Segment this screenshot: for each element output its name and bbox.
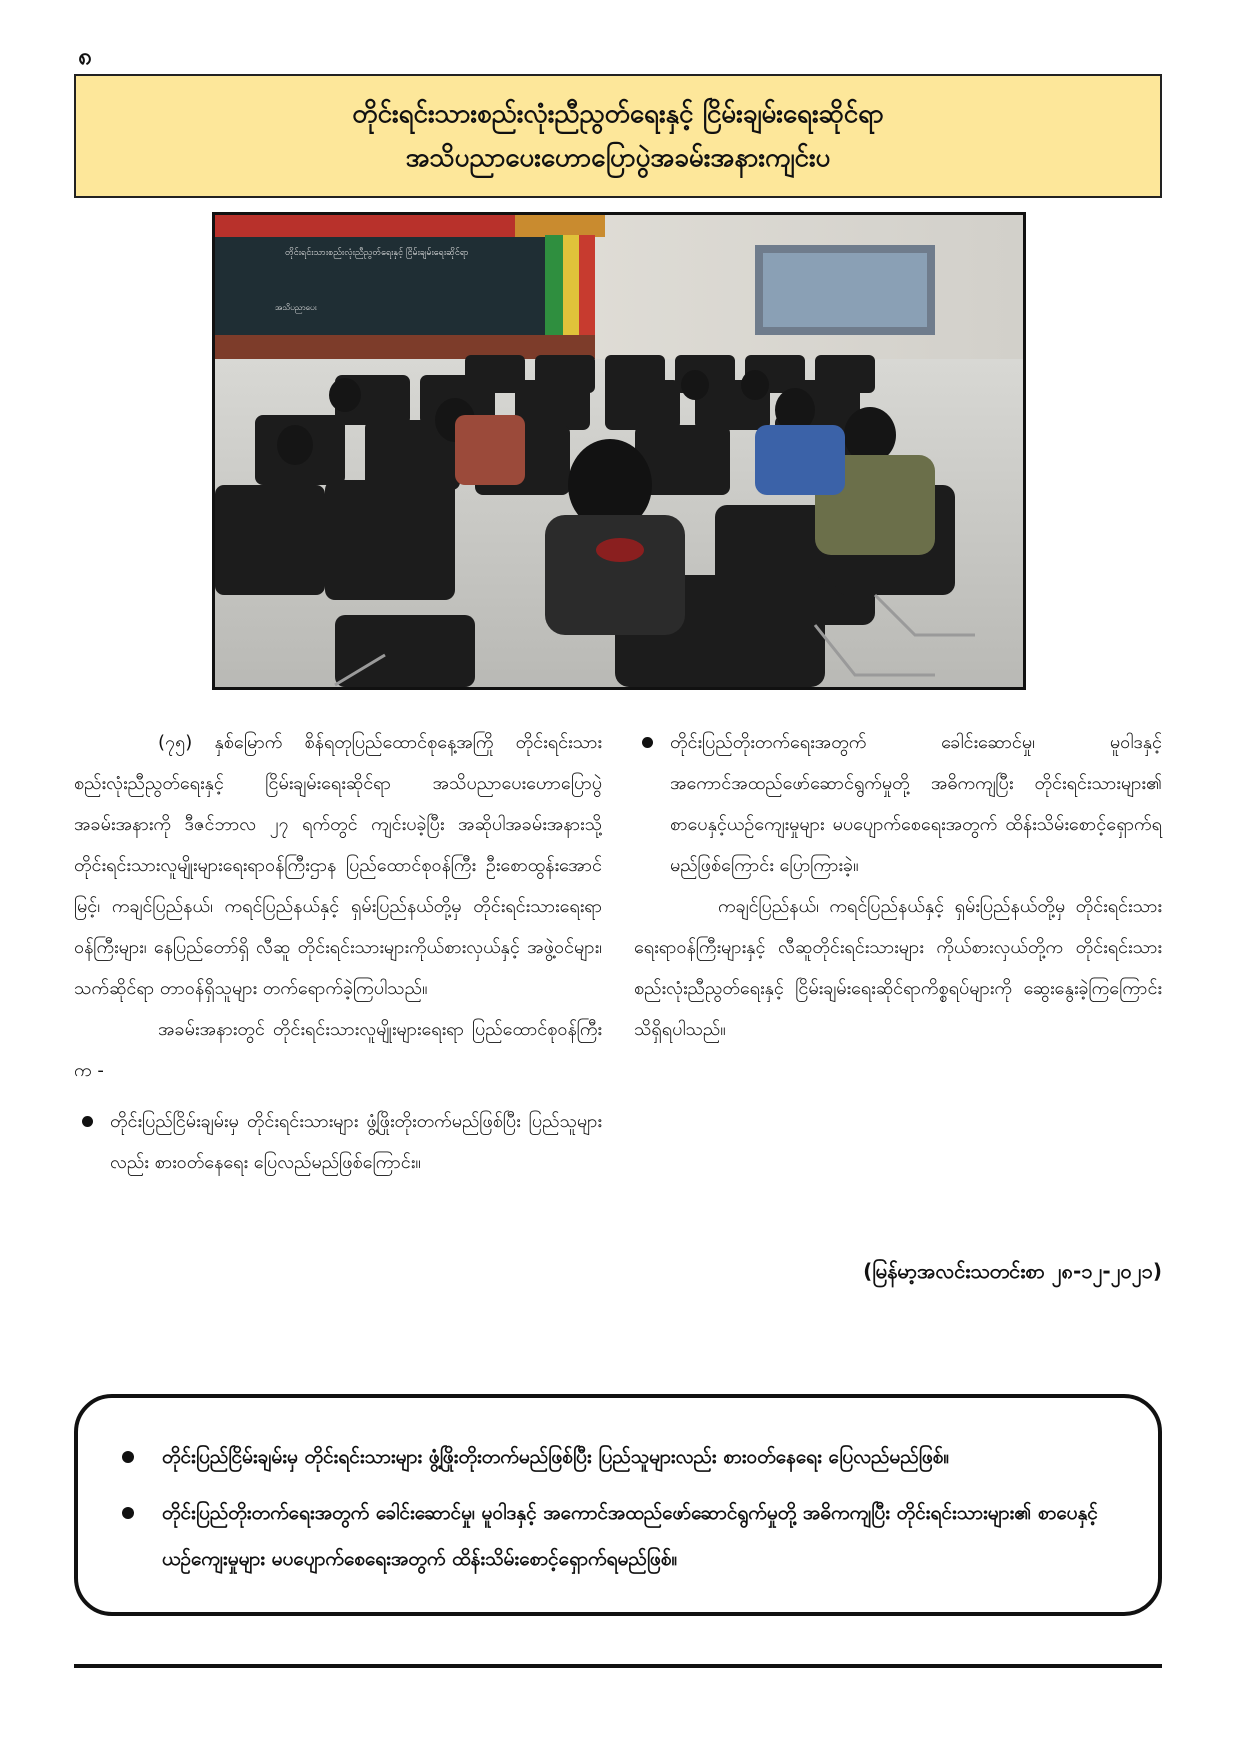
photo-audience-icon <box>215 215 1023 687</box>
article-paragraph: ကချင်ပြည်နယ်၊ ကရင်ပြည်နယ်နှင့် ရှမ်းပြည်နယ်တို့မှ တိုင်းရင်းသားရေးရာဝန်ကြီးများနှင့် လီဆူတိုင်းရင်းသားများ ကိုယ်စားလှယ်တို့က တိုင်းရင်းသားစည်းလုံးညီညွတ်ရေးနှင့် ငြိမ်းချမ်းရေးဆိုင်ရာကိစ္စရပ်များကို ဆွေးနွေးခဲ့ကြကြောင်း သိရှိရပါသည်။ <box>634 896 1162 1040</box>
stage-banner-text: တိုင်းရင်းသားစည်းလုံးညီညွတ်ရေးနှင့် ငြိမ်းချမ်းရေးဆိုင်ရာ <box>285 248 469 258</box>
article-bullet-list <box>74 1101 602 1183</box>
article-paragraph: (၇၅) နှစ်မြောက် စိန်ရတုပြည်ထောင်စုနေ့အကြို တိုင်းရင်းသားစည်းလုံးညီညွတ်ရေးနှင့် ငြိမ်းချမ်းရေးဆိုင်ရာ အသိပညာပေးဟောပြောပွဲအခမ်းအနားကို ဒီဇင်ဘာလ ၂၇ ရက်တွင် ကျင်းပခဲ့ပြီး အဆိုပါအခမ်းအနားသို့ တိုင်းရင်းသားလူမျိုးများရေးရာဝန်ကြီးဌာန ပြည်ထောင်စုဝန်ကြီး ဦးစောထွန်းအောင်မြင့်၊ ကချင်ပြည်နယ်၊ ကရင်ပြည်နယ်နှင့် ရှမ်းပြည်နယ်တို့မှ တိုင်းရင်းသားရေးရာဝန်ကြီးများ၊ နေပြည်တော်ရှိ လီဆူ တိုင်းရင်းသားများကိုယ်စားလှယ်နှင့် အဖွဲ့ဝင်များ၊ သက်ဆိုင်ရာ တာဝန်ရှိသူများ တက်ရောက်ခဲ့ကြပါသည်။ <box>74 732 602 999</box>
article-left-column <box>74 722 602 1183</box>
event-photo <box>212 212 1026 690</box>
summary-box <box>74 1394 1162 1616</box>
bullet-icon <box>82 1116 93 1127</box>
page-title-line-1: တိုင်းရင်းသားစည်းလုံးညီညွတ်ရေးနှင့် ငြိမ်းချမ်းရေးဆိုင်ရာ <box>352 99 884 129</box>
page-title-box <box>74 74 1162 198</box>
summary-list <box>118 1434 1118 1582</box>
article-bullet-item <box>634 722 1162 886</box>
summary-item <box>118 1490 1118 1582</box>
bullet-icon <box>642 737 653 748</box>
summary-item-text: တိုင်းပြည်တိုးတက်ရေးအတွက် ခေါင်းဆောင်မှု၊ မူဝါဒနှင့် အကောင်အထည်ဖော်ဆောင်ရွက်မှုတို့ အဓိကကျပြီး တိုင်းရင်းသားများ၏ စာပေနှင့် ယဉ်ကျေးမှုများ မပပျောက်စေရေးအတွက် ထိန်းသိမ်းစောင့်ရှောက်ရမည်ဖြစ်။ <box>162 1502 1098 1570</box>
bullet-icon <box>122 1451 134 1463</box>
summary-item <box>118 1434 1118 1480</box>
article-paragraph: အခမ်းအနားတွင် တိုင်းရင်းသားလူမျိုးများရေးရာ ပြည်ထောင်စုဝန်ကြီးက - <box>74 1019 602 1081</box>
page-title-line-2: အသိပညာပေးဟောပြောပွဲအခမ်းအနားကျင်းပ <box>405 143 831 173</box>
article-source: (မြန်မာ့အလင်းသတင်းစာ ၂၈-၁၂-၂၀၂၁) <box>863 1259 1162 1283</box>
stage-sign-text: အသိပညာပေး <box>275 303 317 312</box>
footer-divider <box>74 1664 1162 1668</box>
article-bullet-text: တိုင်းပြည်တိုးတက်ရေးအတွက် ခေါင်းဆောင်မှု၊ မူဝါဒနှင့် အကောင်အထည်ဖော်ဆောင်ရွက်မှုတို့ အဓိကကျပြီး တိုင်းရင်းသားများ၏ စာပေနှင့်ယဉ်ကျေးမှုများ မပပျောက်စေရေးအတွက် ထိန်းသိမ်းစောင့်ရှောက်ရမည်ဖြစ်ကြောင်း ပြောကြားခဲ့။ <box>670 732 1162 876</box>
article-right-column <box>634 722 1162 1050</box>
bullet-icon <box>122 1507 134 1519</box>
article-bullet-text: တိုင်းပြည်ငြိမ်းချမ်းမှ တိုင်းရင်းသားများ ဖွံ့ဖြိုးတိုးတက်မည်ဖြစ်ပြီး ပြည်သူများလည်း စားဝတ်နေရေး ပြေလည်မည်ဖြစ်ကြောင်း။ <box>110 1111 602 1173</box>
summary-item-text: တိုင်းပြည်ငြိမ်းချမ်းမှ တိုင်းရင်းသားများ ဖွံ့ဖြိုးတိုးတက်မည်ဖြစ်ပြီး ပြည်သူများလည်း စားဝတ်နေရေး ပြေလည်မည်ဖြစ်။ <box>162 1446 950 1468</box>
article-bullet-item <box>74 1101 602 1183</box>
page-number: ၈ <box>78 42 92 70</box>
article-bullet-list <box>634 722 1162 886</box>
